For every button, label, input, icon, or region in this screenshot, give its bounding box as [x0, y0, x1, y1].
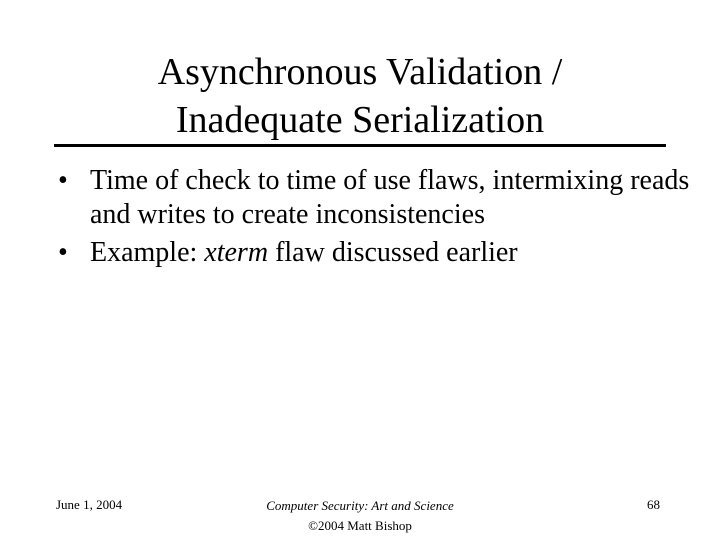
title-line-1: Asynchronous Validation / — [157, 51, 563, 93]
bullet-text-1: Time of check to time of use flaws, intermixing reads and writes to create inconsistencies — [90, 165, 690, 230]
footer-book-title: Computer Security: Art and Science — [266, 498, 454, 513]
bullet-text-2-suffix: flaw discussed earlier — [268, 237, 518, 268]
bullet-list — [56, 164, 696, 274]
title-underline — [54, 144, 666, 147]
slide-title — [0, 48, 720, 144]
footer-credits — [230, 496, 490, 536]
footer-date: June 1, 2004 — [56, 497, 123, 512]
bullet-icon: • — [58, 165, 68, 196]
bullet-item-2 — [56, 236, 696, 270]
footer-page-number: 68 — [647, 497, 660, 512]
bullet-text-2-prefix: Example: — [90, 237, 205, 268]
title-line-2: Inadequate Serialization — [175, 99, 545, 141]
footer-copyright: ©2004 Matt Bishop — [308, 518, 412, 533]
bullet-text-2-program: xterm — [204, 237, 269, 268]
bullet-icon: • — [58, 237, 68, 268]
bullet-item-1 — [56, 164, 696, 232]
